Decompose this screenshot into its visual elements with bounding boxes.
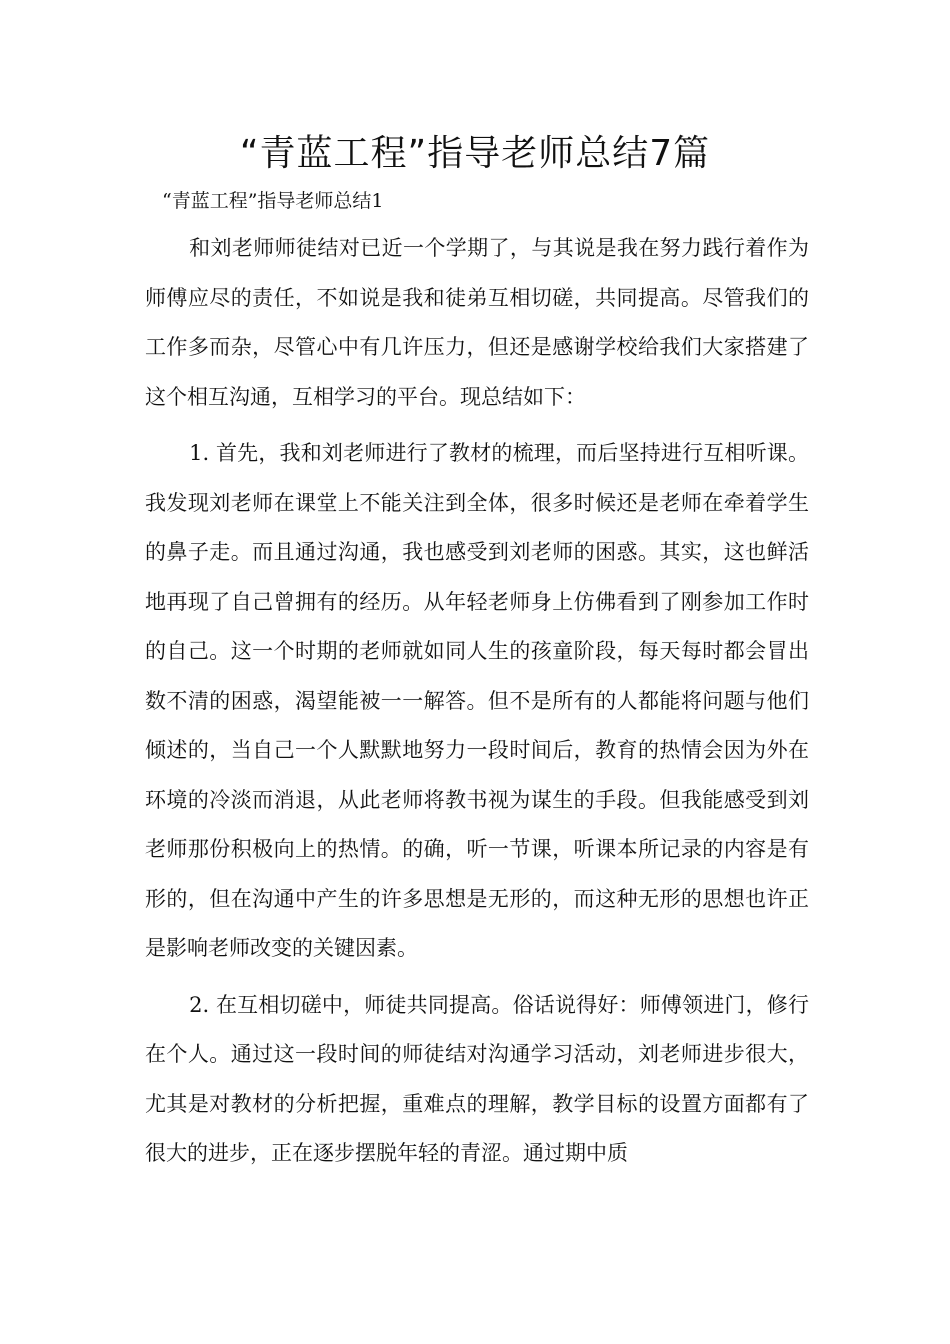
paragraph-point-2: 2. 在互相切磋中，师徒共同提高。俗话说得好：师傅领进门，修行在个人。通过这一段时间的师徒结对沟通学习活动，刘老师进步很大，尤其是对教材的分析把握，重难点的理解，教学目标的设置方面都有了很大的进步，正在逐步摆脱年轻的青涩。通过期中质 [145,992,809,1165]
document-title: “青蓝工程”指导老师总结7篇 [239,133,711,174]
section-heading: “青蓝工程”指导老师总结1 [162,190,384,212]
paragraph-point-1: 1. 首先，我和刘老师进行了教材的梳理，而后坚持进行互相听课。我发现刘老师在课堂上不能关注到全体，很多时候还是老师在牵着学生的鼻子走。而且通过沟通，我也感受到刘老师的困惑。其实，这也鲜活地再现了自己曾拥有的经历。从年轻老师身上仿佛看到了刚参加工作时的自己。这一个时期的老师就如同人生的孩童阶段，每天每时都会冒出数不清的困惑，渴望能被一一解答。但不是所有的人都能将问题与他们倾述的，当自己一个人默默地努力一段时间后，教育的热情会因为外在环境的冷淡而消退，从此老师将教书视为谋生的手段。但我能感受到刘老师那份积极向上的热情。的确，听一节课，听课本所记录的内容是有形的，但在沟通中产生的许多思想是无形的，而这种无形的思想也许正是影响老师改变的关键因素。 [145,441,809,960]
document-body [145,224,809,1179]
paragraph-intro: 和刘老师师徒结对已近一个学期了，与其说是我在努力践行着作为师傅应尽的责任，不如说是我和徒弟互相切磋，共同提高。尽管我们的工作多而杂，尽管心中有几许压力，但还是感谢学校给我们大家搭建了这个相互沟通，互相学习的平台。现总结如下： [145,236,809,409]
